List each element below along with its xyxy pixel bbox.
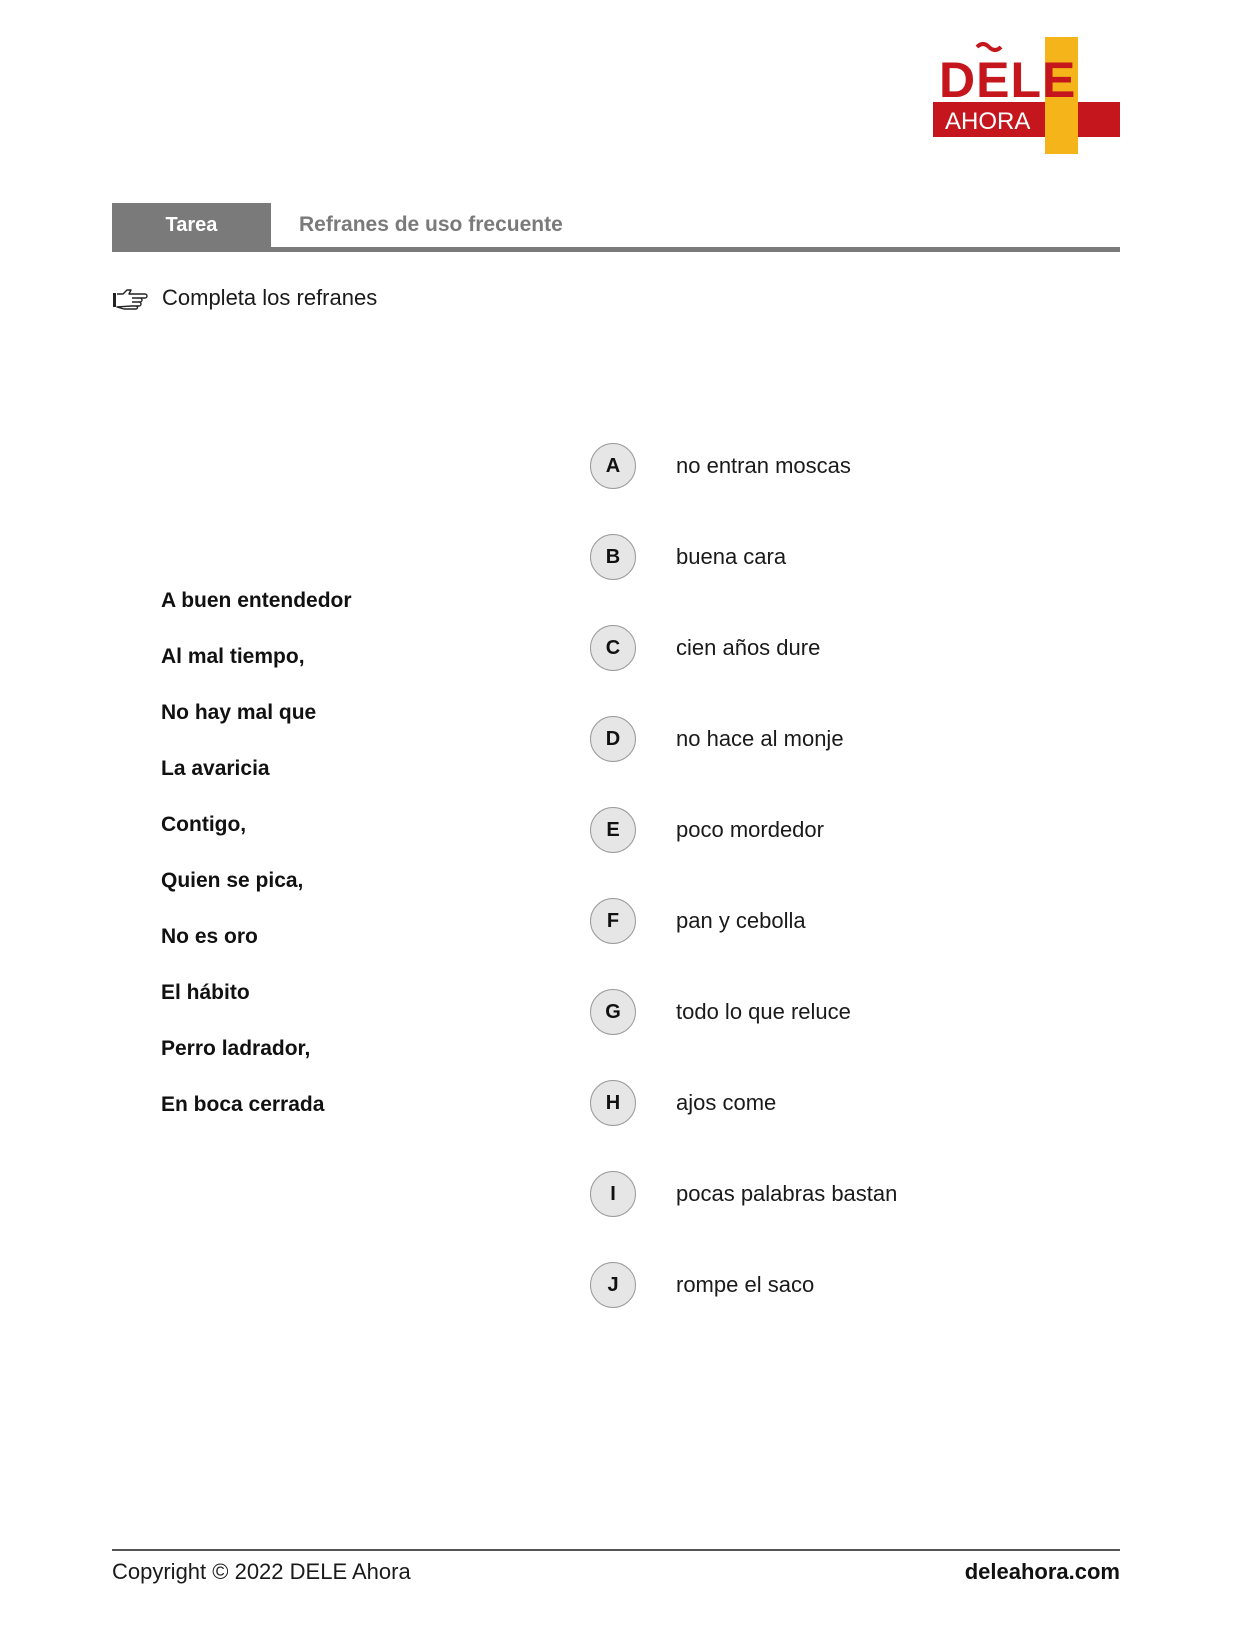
proverb-beginning: La avaricia — [161, 757, 270, 780]
task-title: Refranes de uso frecuente — [299, 213, 563, 236]
proverb-ending-item — [590, 625, 897, 716]
proverb-ending-item — [590, 1262, 897, 1353]
proverb-ending: buena cara — [676, 544, 787, 569]
option-letter-badge: B — [590, 534, 636, 580]
proverb-ending-item — [590, 1080, 897, 1171]
option-letter-badge: H — [590, 1080, 636, 1126]
option-letter-badge: F — [590, 898, 636, 944]
proverb-ending-item — [590, 898, 897, 989]
instruction — [112, 281, 377, 315]
option-letter-badge: C — [590, 625, 636, 671]
option-letter-badge: D — [590, 716, 636, 762]
proverb-endings-list — [590, 443, 897, 1353]
option-letter-badge: A — [590, 443, 636, 489]
task-divider — [112, 247, 1120, 252]
proverb-ending: ajos come — [676, 1090, 777, 1115]
proverb-beginning: Quien se pica, — [161, 869, 304, 892]
proverb-beginning: El hábito — [161, 981, 250, 1004]
proverb-ending-item — [590, 534, 897, 625]
footer-copyright: Copyright © 2022 DELE Ahora — [112, 1559, 411, 1584]
proverb-ending-item — [590, 716, 897, 807]
proverb-beginning: A buen entendedor — [161, 589, 352, 612]
option-letter-badge: I — [590, 1171, 636, 1217]
proverb-beginning: Contigo, — [161, 813, 247, 836]
proverb-ending: todo lo que reluce — [676, 999, 851, 1024]
option-letter-badge: G — [590, 989, 636, 1035]
proverb-ending: no entran moscas — [676, 453, 851, 478]
proverb-ending: pocas palabras bastan — [676, 1181, 898, 1206]
proverb-beginning: No es oro — [161, 925, 258, 948]
pointing-hand-icon — [112, 286, 150, 310]
proverb-ending-item — [590, 443, 897, 534]
proverb-beginnings-list — [161, 583, 352, 1143]
task-tag: Tarea — [112, 203, 271, 247]
dele-ahora-logo — [933, 37, 1120, 154]
proverb-ending: no hace al monje — [676, 726, 844, 751]
proverb-beginning: Al mal tiempo, — [161, 645, 305, 668]
option-letter-badge: J — [590, 1262, 636, 1308]
svg-text:AHORA: AHORA — [945, 108, 1031, 135]
proverb-ending: poco mordedor — [676, 817, 824, 842]
proverb-beginning: Perro ladrador, — [161, 1037, 311, 1060]
footer-divider — [112, 1549, 1120, 1551]
svg-text:DELE: DELE — [939, 52, 1077, 108]
proverb-ending-item — [590, 989, 897, 1080]
proverb-beginning: No hay mal que — [161, 701, 317, 724]
instruction-text: Completa los refranes — [162, 285, 378, 310]
proverb-ending: pan y cebolla — [676, 908, 806, 933]
proverb-ending: rompe el saco — [676, 1272, 815, 1297]
proverb-beginning: En boca cerrada — [161, 1093, 325, 1116]
proverb-ending: cien años dure — [676, 635, 821, 660]
proverb-ending-item — [590, 1171, 897, 1262]
option-letter-badge: E — [590, 807, 636, 853]
proverb-ending-item — [590, 807, 897, 898]
task-header — [112, 203, 1120, 253]
footer-website-link[interactable]: deleahora.com — [964, 1559, 1120, 1584]
